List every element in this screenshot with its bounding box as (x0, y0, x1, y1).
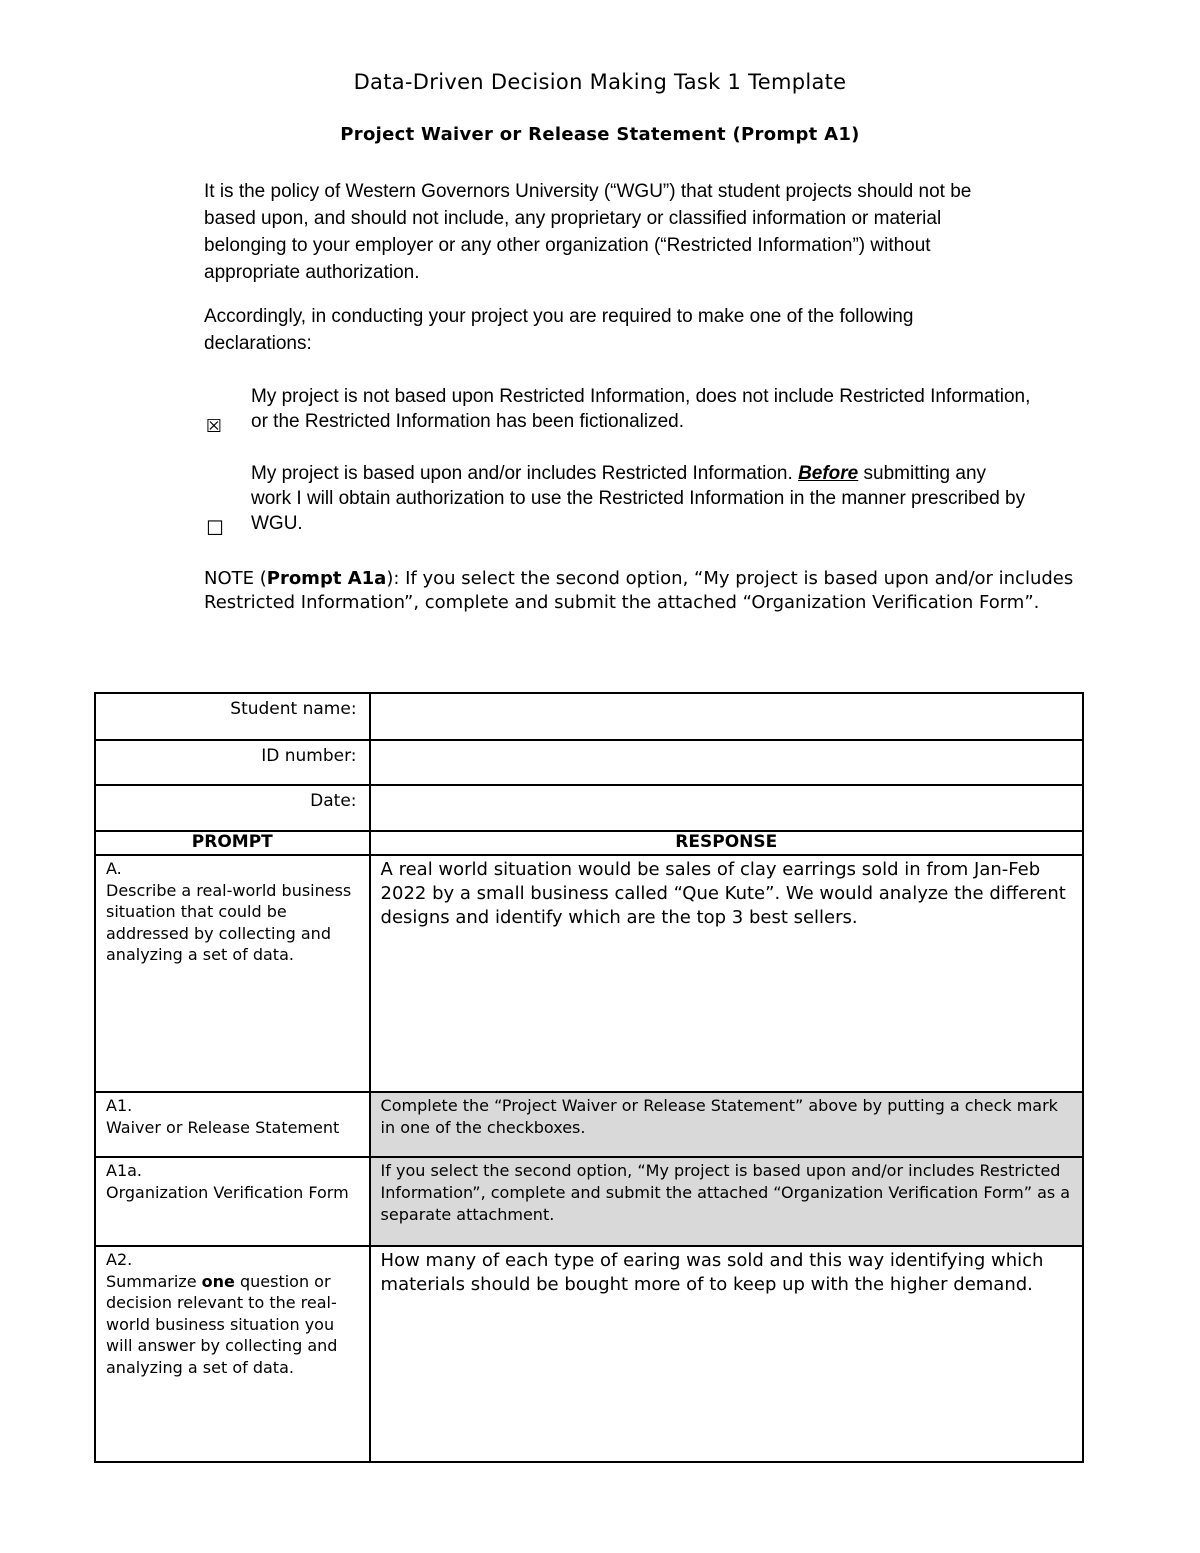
prompt-cell (95, 1157, 370, 1246)
id-number-label: ID number: (95, 740, 370, 785)
restricted-none-checkbox[interactable] (205, 418, 223, 436)
response-cell[interactable]: How many of each type of earing was sold and this way identifying which materials should be bought more of to keep up with the higher demand. (370, 1246, 1083, 1462)
table-row (95, 1246, 1083, 1462)
id-number-field[interactable] (370, 740, 1083, 785)
prompt-text-start: Summarize (106, 1271, 197, 1291)
id-number-row (95, 740, 1083, 785)
unchecked-box-icon: ☐ (206, 516, 224, 540)
response-instruction-cell: If you select the second option, “My project is based upon and/or includes Restricted Information”, complete and submit the attached “Organization Verification Form” as a separate attachment. (370, 1157, 1083, 1246)
before-emphasis: Before (798, 463, 859, 484)
response-header: RESPONSE (370, 831, 1083, 855)
prompt-code: A1a. (106, 1161, 143, 1180)
option-restricted-text (251, 461, 1031, 536)
prompt-cell (95, 855, 370, 1092)
prompt-cell (95, 1092, 370, 1157)
prompt-code: A1. (106, 1096, 133, 1115)
policy-paragraph: It is the policy of Western Governors University (“WGU”) that student projects should not be based upon, and should not include, any proprietary or classified information or material belonging to your employer or any other organization (“Restricted Information”) without appropriate authorization. (204, 181, 972, 283)
note-prompt-label: Prompt A1a (266, 568, 387, 589)
note-text: ): If you select the second option, “My project is based upon and/or includes Restricted Information”, complete and submit the attached “Organization Verification Form”. (204, 568, 1074, 613)
submission-form-table (94, 692, 1084, 1463)
date-label: Date: (95, 785, 370, 831)
restricted-included-checkbox[interactable] (205, 518, 225, 538)
table-row (95, 855, 1083, 1092)
prompt-emphasis: one (201, 1271, 235, 1291)
date-field[interactable] (370, 785, 1083, 831)
option-restricted-text-start: My project is based upon and/or includes Restricted Information. (251, 463, 793, 484)
note-paragraph (204, 567, 1084, 615)
prompt-text (106, 1271, 361, 1379)
document-title: Data-Driven Decision Making Task 1 Template (353, 70, 847, 94)
response-cell[interactable]: A real world situation would be sales of clay earrings sold in from Jan-Feb 2022 by a small business called “Que Kute”. We would analyze the different designs and identify which are the top 3 best sellers. (370, 855, 1083, 1092)
date-row (95, 785, 1083, 831)
prompt-cell (95, 1246, 370, 1462)
prompt-code: A. (106, 859, 122, 878)
response-instruction-cell: Complete the “Project Waiver or Release Statement” above by putting a check mark in one of the checkboxes. (370, 1092, 1083, 1157)
option-not-restricted-text: My project is not based upon Restricted Information, does not include Restricted Information, or the Restricted Information has been fictionalized. (251, 386, 1031, 432)
table-row (95, 1157, 1083, 1246)
student-name-label: Student name: (95, 693, 370, 740)
checked-box-icon: ☒ (205, 416, 223, 437)
prompt-header: PROMPT (95, 831, 370, 855)
declaration-intro: Accordingly, in conducting your project you are required to make one of the following declarations: (204, 306, 914, 354)
student-name-field[interactable] (370, 693, 1083, 740)
prompt-text: Waiver or Release Statement (106, 1117, 340, 1137)
prompt-text-end: question or decision relevant to the real-world business situation you will answer by collecting and analyzing a set of data. (106, 1271, 338, 1377)
prompt-text: Organization Verification Form (106, 1182, 349, 1202)
waiver-heading: Project Waiver or Release Statement (Prompt A1) (340, 124, 860, 145)
note-prefix: NOTE ( (204, 568, 267, 589)
prompt-code: A2. (106, 1250, 133, 1269)
prompt-text: Describe a real-world business situation that could be addressed by collecting and analyzing a set of data. (106, 880, 352, 964)
option-restricted-text-end: submitting any work I will obtain authorization to use the Restricted Information in the manner prescribed by WGU. (251, 463, 1026, 534)
table-row (95, 1092, 1083, 1157)
student-name-row (95, 693, 1083, 740)
header-row (95, 831, 1083, 855)
